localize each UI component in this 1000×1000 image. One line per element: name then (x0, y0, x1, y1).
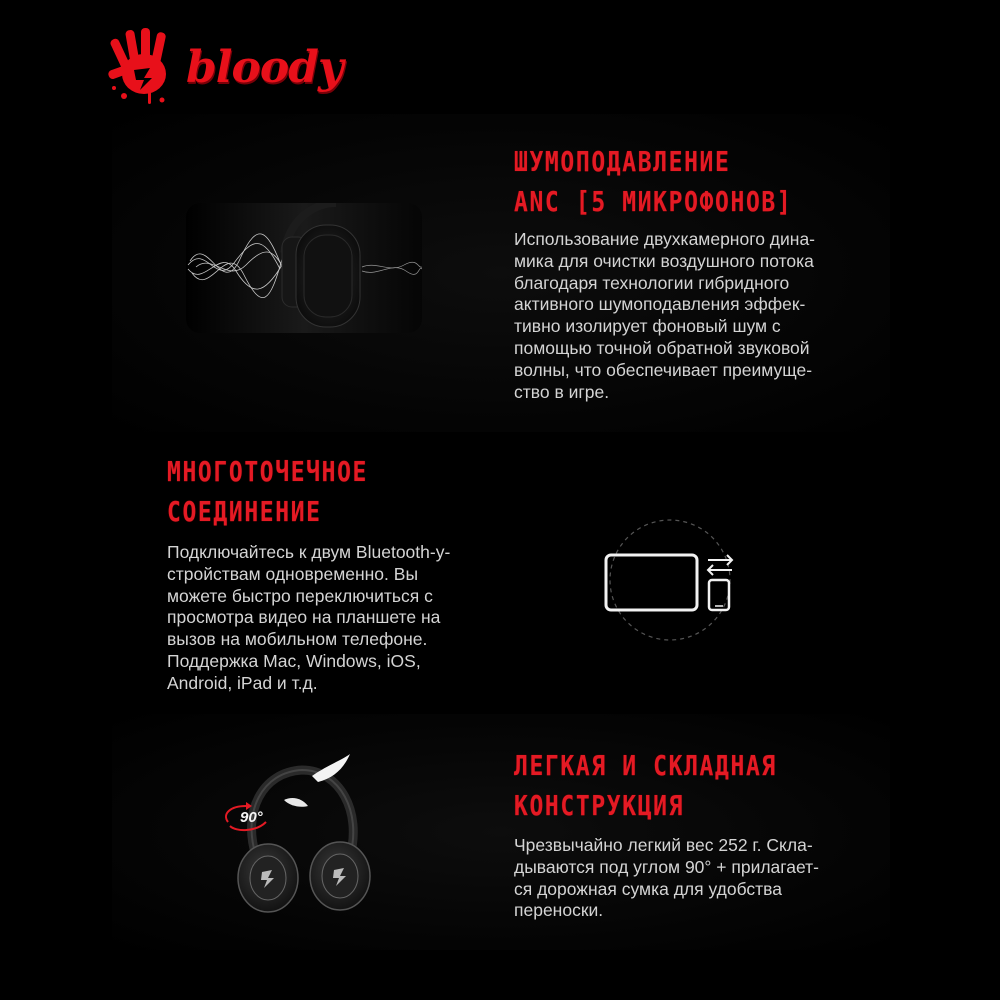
feature-title-line: МНОГОТОЧЕЧНОЕ (167, 455, 369, 488)
feature-title-multipoint (167, 452, 368, 532)
tablet-phone-switch-icon (598, 518, 738, 642)
feature-title-line: ANC [5 МИКРОФОНОВ] (514, 185, 793, 218)
brand-logo (104, 22, 343, 106)
feature-title-anc (514, 142, 792, 222)
feature-description-anc: Использование двухкамерного дина- мика для очистки воздушного потока благодаря технологии гибридного активного шумоподавления эффек- тивно изолирует фоновый шум с помощью точной обратной звуковой волны, что обеспечивает преимуще- ство в игре. (514, 229, 816, 402)
feature-description-multipoint: Подключайтесь к двум Bluetooth-у- стройствам одновременно. Вы можете быстро переключиться с просмотра видео на планшете на вызов на мобильном телефоне. Поддержка Mac, Windows, iOS, Android, iPad и т.д. (167, 542, 451, 693)
feature-title-line: ШУМОПОДАВЛЕНИЕ (514, 145, 731, 178)
feature-title-line: КОНСТРУКЦИЯ (514, 789, 685, 822)
brand-name: bloody (186, 42, 343, 93)
folding-headphone-image (222, 752, 382, 914)
bloody-hand-icon (104, 22, 184, 106)
feature-title-line: СОЕДИНЕНИЕ (167, 495, 322, 528)
feature-title-line: ЛЕГКАЯ И СКЛАДНАЯ (514, 749, 777, 782)
feature-title-foldable (514, 746, 777, 826)
headphone-soundwave-image (186, 203, 422, 333)
rotation-angle-label: 90° (240, 809, 263, 826)
feature-description-foldable: Чрезвычайно легкий вес 252 г. Скла- дываются под углом 90° + прилагает- ся дорожная сумка для удобства переноски. (514, 835, 820, 921)
